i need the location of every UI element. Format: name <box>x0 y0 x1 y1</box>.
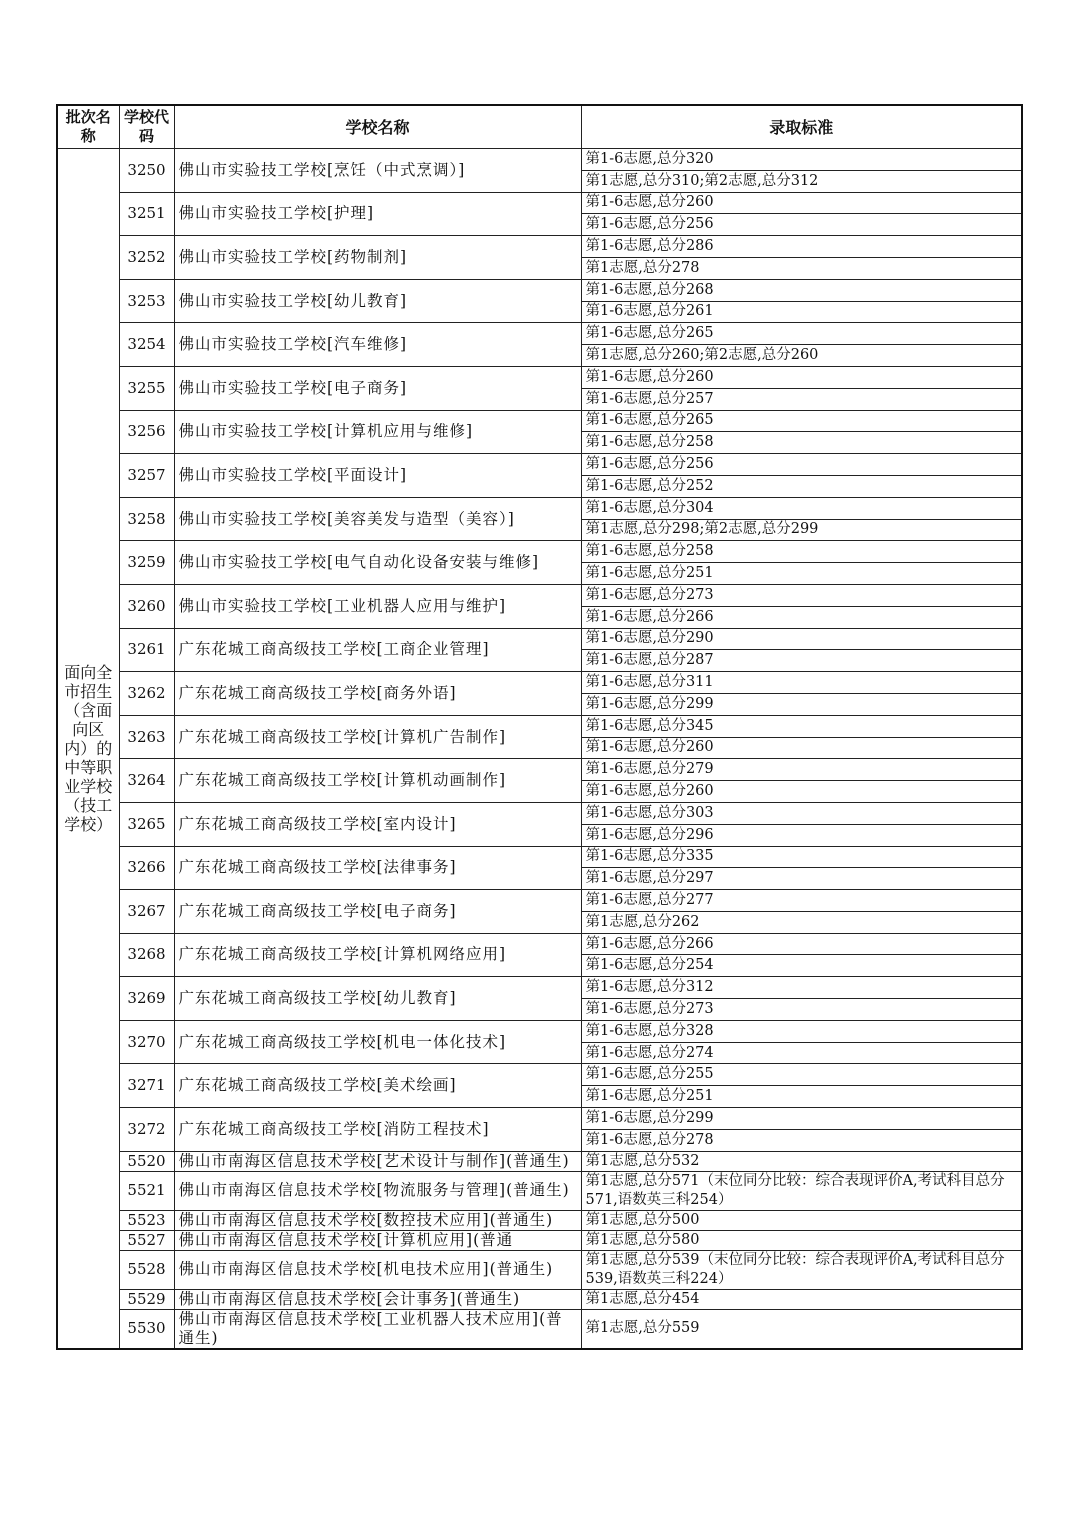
school-name-cell: 广东花城工商高级技工学校[室内设计] <box>174 802 581 846</box>
header-batch: 批次名称 <box>57 105 119 149</box>
criteria-cell: 第1-6志愿,总分256 <box>581 214 1022 236</box>
school-code-cell: 3262 <box>119 672 174 716</box>
table-row <box>57 1230 1022 1250</box>
table-row <box>57 1064 1022 1086</box>
school-name-cell: 广东花城工商高级技工学校[商务外语] <box>174 672 581 716</box>
school-name-cell: 广东花城工商高级技工学校[法律事务] <box>174 846 581 890</box>
table-row <box>57 1171 1022 1210</box>
school-name-cell: 广东花城工商高级技工学校[美术绘画] <box>174 1064 581 1108</box>
criteria-cell: 第1-6志愿,总分260 <box>581 737 1022 759</box>
criteria-cell: 第1-6志愿,总分311 <box>581 672 1022 694</box>
school-code-cell: 3267 <box>119 890 174 934</box>
criteria-cell: 第1-6志愿,总分258 <box>581 541 1022 563</box>
school-name-cell: 佛山市南海区信息技术学校[会计事务](普通生) <box>174 1289 581 1309</box>
table-row <box>57 584 1022 606</box>
criteria-cell: 第1-6志愿,总分312 <box>581 977 1022 999</box>
table-body <box>57 149 1022 1349</box>
criteria-cell: 第1-6志愿,总分290 <box>581 628 1022 650</box>
criteria-cell: 第1志愿,总分559 <box>581 1309 1022 1349</box>
criteria-cell: 第1-6志愿,总分251 <box>581 1086 1022 1108</box>
school-name-cell: 佛山市实验技工学校[电气自动化设备安装与维修] <box>174 541 581 585</box>
criteria-cell: 第1志愿,总分298;第2志愿,总分299 <box>581 519 1022 541</box>
table-row <box>57 933 1022 955</box>
table-row <box>57 1309 1022 1349</box>
school-name-cell: 广东花城工商高级技工学校[工商企业管理] <box>174 628 581 672</box>
school-name-cell: 佛山市南海区信息技术学校[艺术设计与制作](普通生) <box>174 1151 581 1171</box>
criteria-cell: 第1-6志愿,总分266 <box>581 933 1022 955</box>
table-row <box>57 846 1022 868</box>
header-name: 学校名称 <box>174 105 581 149</box>
criteria-cell: 第1-6志愿,总分254 <box>581 955 1022 977</box>
school-code-cell: 5521 <box>119 1171 174 1210</box>
table-row <box>57 236 1022 258</box>
table-row <box>57 366 1022 388</box>
criteria-cell: 第1-6志愿,总分320 <box>581 149 1022 171</box>
school-code-cell: 3251 <box>119 192 174 236</box>
table-row <box>57 759 1022 781</box>
school-name-cell: 佛山市实验技工学校[烹饪（中式烹调）] <box>174 149 581 193</box>
school-name-cell: 佛山市实验技工学校[护理] <box>174 192 581 236</box>
criteria-cell: 第1-6志愿,总分256 <box>581 454 1022 476</box>
school-name-cell: 佛山市南海区信息技术学校[计算机应用](普通 <box>174 1230 581 1250</box>
school-code-cell: 5529 <box>119 1289 174 1309</box>
table-row <box>57 410 1022 432</box>
school-code-cell: 3266 <box>119 846 174 890</box>
criteria-cell: 第1志愿,总分500 <box>581 1210 1022 1230</box>
school-name-cell: 广东花城工商高级技工学校[消防工程技术] <box>174 1108 581 1152</box>
table-row <box>57 1151 1022 1171</box>
school-name-cell: 佛山市实验技工学校[电子商务] <box>174 366 581 410</box>
school-name-cell: 广东花城工商高级技工学校[幼儿教育] <box>174 977 581 1021</box>
criteria-cell: 第1-6志愿,总分278 <box>581 1129 1022 1151</box>
table-row <box>57 192 1022 214</box>
table-row <box>57 672 1022 694</box>
criteria-cell: 第1-6志愿,总分268 <box>581 279 1022 301</box>
criteria-cell: 第1志愿,总分532 <box>581 1151 1022 1171</box>
school-name-cell: 佛山市南海区信息技术学校[机电技术应用](普通生) <box>174 1250 581 1289</box>
criteria-cell: 第1-6志愿,总分273 <box>581 999 1022 1021</box>
criteria-cell: 第1志愿,总分539（末位同分比较：综合表现评价A,考试科目总分539,语数英三科224） <box>581 1250 1022 1289</box>
table-row <box>57 1210 1022 1230</box>
criteria-cell: 第1-6志愿,总分286 <box>581 236 1022 258</box>
table-row <box>57 628 1022 650</box>
criteria-cell: 第1志愿,总分454 <box>581 1289 1022 1309</box>
school-code-cell: 3255 <box>119 366 174 410</box>
criteria-cell: 第1志愿,总分580 <box>581 1230 1022 1250</box>
criteria-cell: 第1-6志愿,总分273 <box>581 584 1022 606</box>
school-name-cell: 佛山市实验技工学校[药物制剂] <box>174 236 581 280</box>
criteria-cell: 第1-6志愿,总分261 <box>581 301 1022 323</box>
school-code-cell: 3257 <box>119 454 174 498</box>
criteria-cell: 第1-6志愿,总分255 <box>581 1064 1022 1086</box>
school-name-cell: 佛山市南海区信息技术学校[工业机器人技术应用](普通生) <box>174 1309 581 1349</box>
criteria-cell: 第1-6志愿,总分274 <box>581 1042 1022 1064</box>
school-name-cell: 佛山市实验技工学校[美容美发与造型（美容）] <box>174 497 581 541</box>
table-row <box>57 977 1022 999</box>
criteria-cell: 第1-6志愿,总分251 <box>581 563 1022 585</box>
school-name-cell: 佛山市实验技工学校[计算机应用与维修] <box>174 410 581 454</box>
school-name-cell: 佛山市南海区信息技术学校[数控技术应用](普通生) <box>174 1210 581 1230</box>
table-row <box>57 454 1022 476</box>
table-row <box>57 149 1022 171</box>
criteria-cell: 第1-6志愿,总分299 <box>581 1108 1022 1130</box>
table-row <box>57 1020 1022 1042</box>
school-name-cell: 广东花城工商高级技工学校[电子商务] <box>174 890 581 934</box>
criteria-cell: 第1-6志愿,总分335 <box>581 846 1022 868</box>
criteria-cell: 第1-6志愿,总分296 <box>581 824 1022 846</box>
school-code-cell: 3271 <box>119 1064 174 1108</box>
criteria-cell: 第1-6志愿,总分304 <box>581 497 1022 519</box>
school-code-cell: 3268 <box>119 933 174 977</box>
school-code-cell: 3256 <box>119 410 174 454</box>
table-row <box>57 279 1022 301</box>
criteria-cell: 第1志愿,总分571（末位同分比较：综合表现评价A,考试科目总分571,语数英三科254） <box>581 1171 1022 1210</box>
table-row <box>57 1289 1022 1309</box>
criteria-cell: 第1-6志愿,总分279 <box>581 759 1022 781</box>
header-row <box>57 105 1022 149</box>
criteria-cell: 第1-6志愿,总分345 <box>581 715 1022 737</box>
criteria-cell: 第1志愿,总分310;第2志愿,总分312 <box>581 170 1022 192</box>
criteria-cell: 第1-6志愿,总分297 <box>581 868 1022 890</box>
school-code-cell: 3265 <box>119 802 174 846</box>
criteria-cell: 第1-6志愿,总分260 <box>581 366 1022 388</box>
table-row <box>57 541 1022 563</box>
school-code-cell: 3261 <box>119 628 174 672</box>
school-code-cell: 3270 <box>119 1020 174 1064</box>
criteria-cell: 第1-6志愿,总分277 <box>581 890 1022 912</box>
criteria-cell: 第1-6志愿,总分287 <box>581 650 1022 672</box>
school-name-cell: 佛山市实验技工学校[汽车维修] <box>174 323 581 367</box>
table-row <box>57 715 1022 737</box>
school-code-cell: 3250 <box>119 149 174 193</box>
school-code-cell: 5520 <box>119 1151 174 1171</box>
criteria-cell: 第1志愿,总分260;第2志愿,总分260 <box>581 345 1022 367</box>
table-row <box>57 323 1022 345</box>
school-code-cell: 3272 <box>119 1108 174 1152</box>
criteria-cell: 第1-6志愿,总分258 <box>581 432 1022 454</box>
table-row <box>57 497 1022 519</box>
criteria-cell: 第1-6志愿,总分266 <box>581 606 1022 628</box>
school-code-cell: 3254 <box>119 323 174 367</box>
criteria-cell: 第1志愿,总分262 <box>581 911 1022 933</box>
criteria-cell: 第1-6志愿,总分260 <box>581 781 1022 803</box>
school-code-cell: 3260 <box>119 584 174 628</box>
criteria-cell: 第1-6志愿,总分328 <box>581 1020 1022 1042</box>
school-code-cell: 3259 <box>119 541 174 585</box>
school-code-cell: 5528 <box>119 1250 174 1289</box>
school-name-cell: 佛山市实验技工学校[幼儿教育] <box>174 279 581 323</box>
criteria-cell: 第1-6志愿,总分303 <box>581 802 1022 824</box>
school-name-cell: 佛山市实验技工学校[平面设计] <box>174 454 581 498</box>
admission-table <box>56 104 1023 1350</box>
header-criteria: 录取标准 <box>581 105 1022 149</box>
school-name-cell: 广东花城工商高级技工学校[机电一体化技术] <box>174 1020 581 1064</box>
school-name-cell: 佛山市南海区信息技术学校[物流服务与管理](普通生) <box>174 1171 581 1210</box>
table-row <box>57 890 1022 912</box>
batch-name-cell: 面向全市招生（含面向区内）的中等职业学校（技工学校） <box>57 149 119 1349</box>
criteria-cell: 第1-6志愿,总分265 <box>581 323 1022 345</box>
criteria-cell: 第1-6志愿,总分265 <box>581 410 1022 432</box>
school-name-cell: 广东花城工商高级技工学校[计算机网络应用] <box>174 933 581 977</box>
table-row <box>57 802 1022 824</box>
criteria-cell: 第1-6志愿,总分299 <box>581 693 1022 715</box>
criteria-cell: 第1-6志愿,总分260 <box>581 192 1022 214</box>
criteria-cell: 第1志愿,总分278 <box>581 257 1022 279</box>
school-code-cell: 3252 <box>119 236 174 280</box>
school-code-cell: 5523 <box>119 1210 174 1230</box>
table-row <box>57 1250 1022 1289</box>
school-code-cell: 5527 <box>119 1230 174 1250</box>
header-code: 学校代码 <box>119 105 174 149</box>
school-code-cell: 3258 <box>119 497 174 541</box>
criteria-cell: 第1-6志愿,总分252 <box>581 475 1022 497</box>
criteria-cell: 第1-6志愿,总分257 <box>581 388 1022 410</box>
school-name-cell: 广东花城工商高级技工学校[计算机动画制作] <box>174 759 581 803</box>
school-code-cell: 5530 <box>119 1309 174 1349</box>
table-row <box>57 1108 1022 1130</box>
school-code-cell: 3263 <box>119 715 174 759</box>
school-code-cell: 3264 <box>119 759 174 803</box>
school-code-cell: 3269 <box>119 977 174 1021</box>
school-code-cell: 3253 <box>119 279 174 323</box>
school-name-cell: 广东花城工商高级技工学校[计算机广告制作] <box>174 715 581 759</box>
school-name-cell: 佛山市实验技工学校[工业机器人应用与维护] <box>174 584 581 628</box>
